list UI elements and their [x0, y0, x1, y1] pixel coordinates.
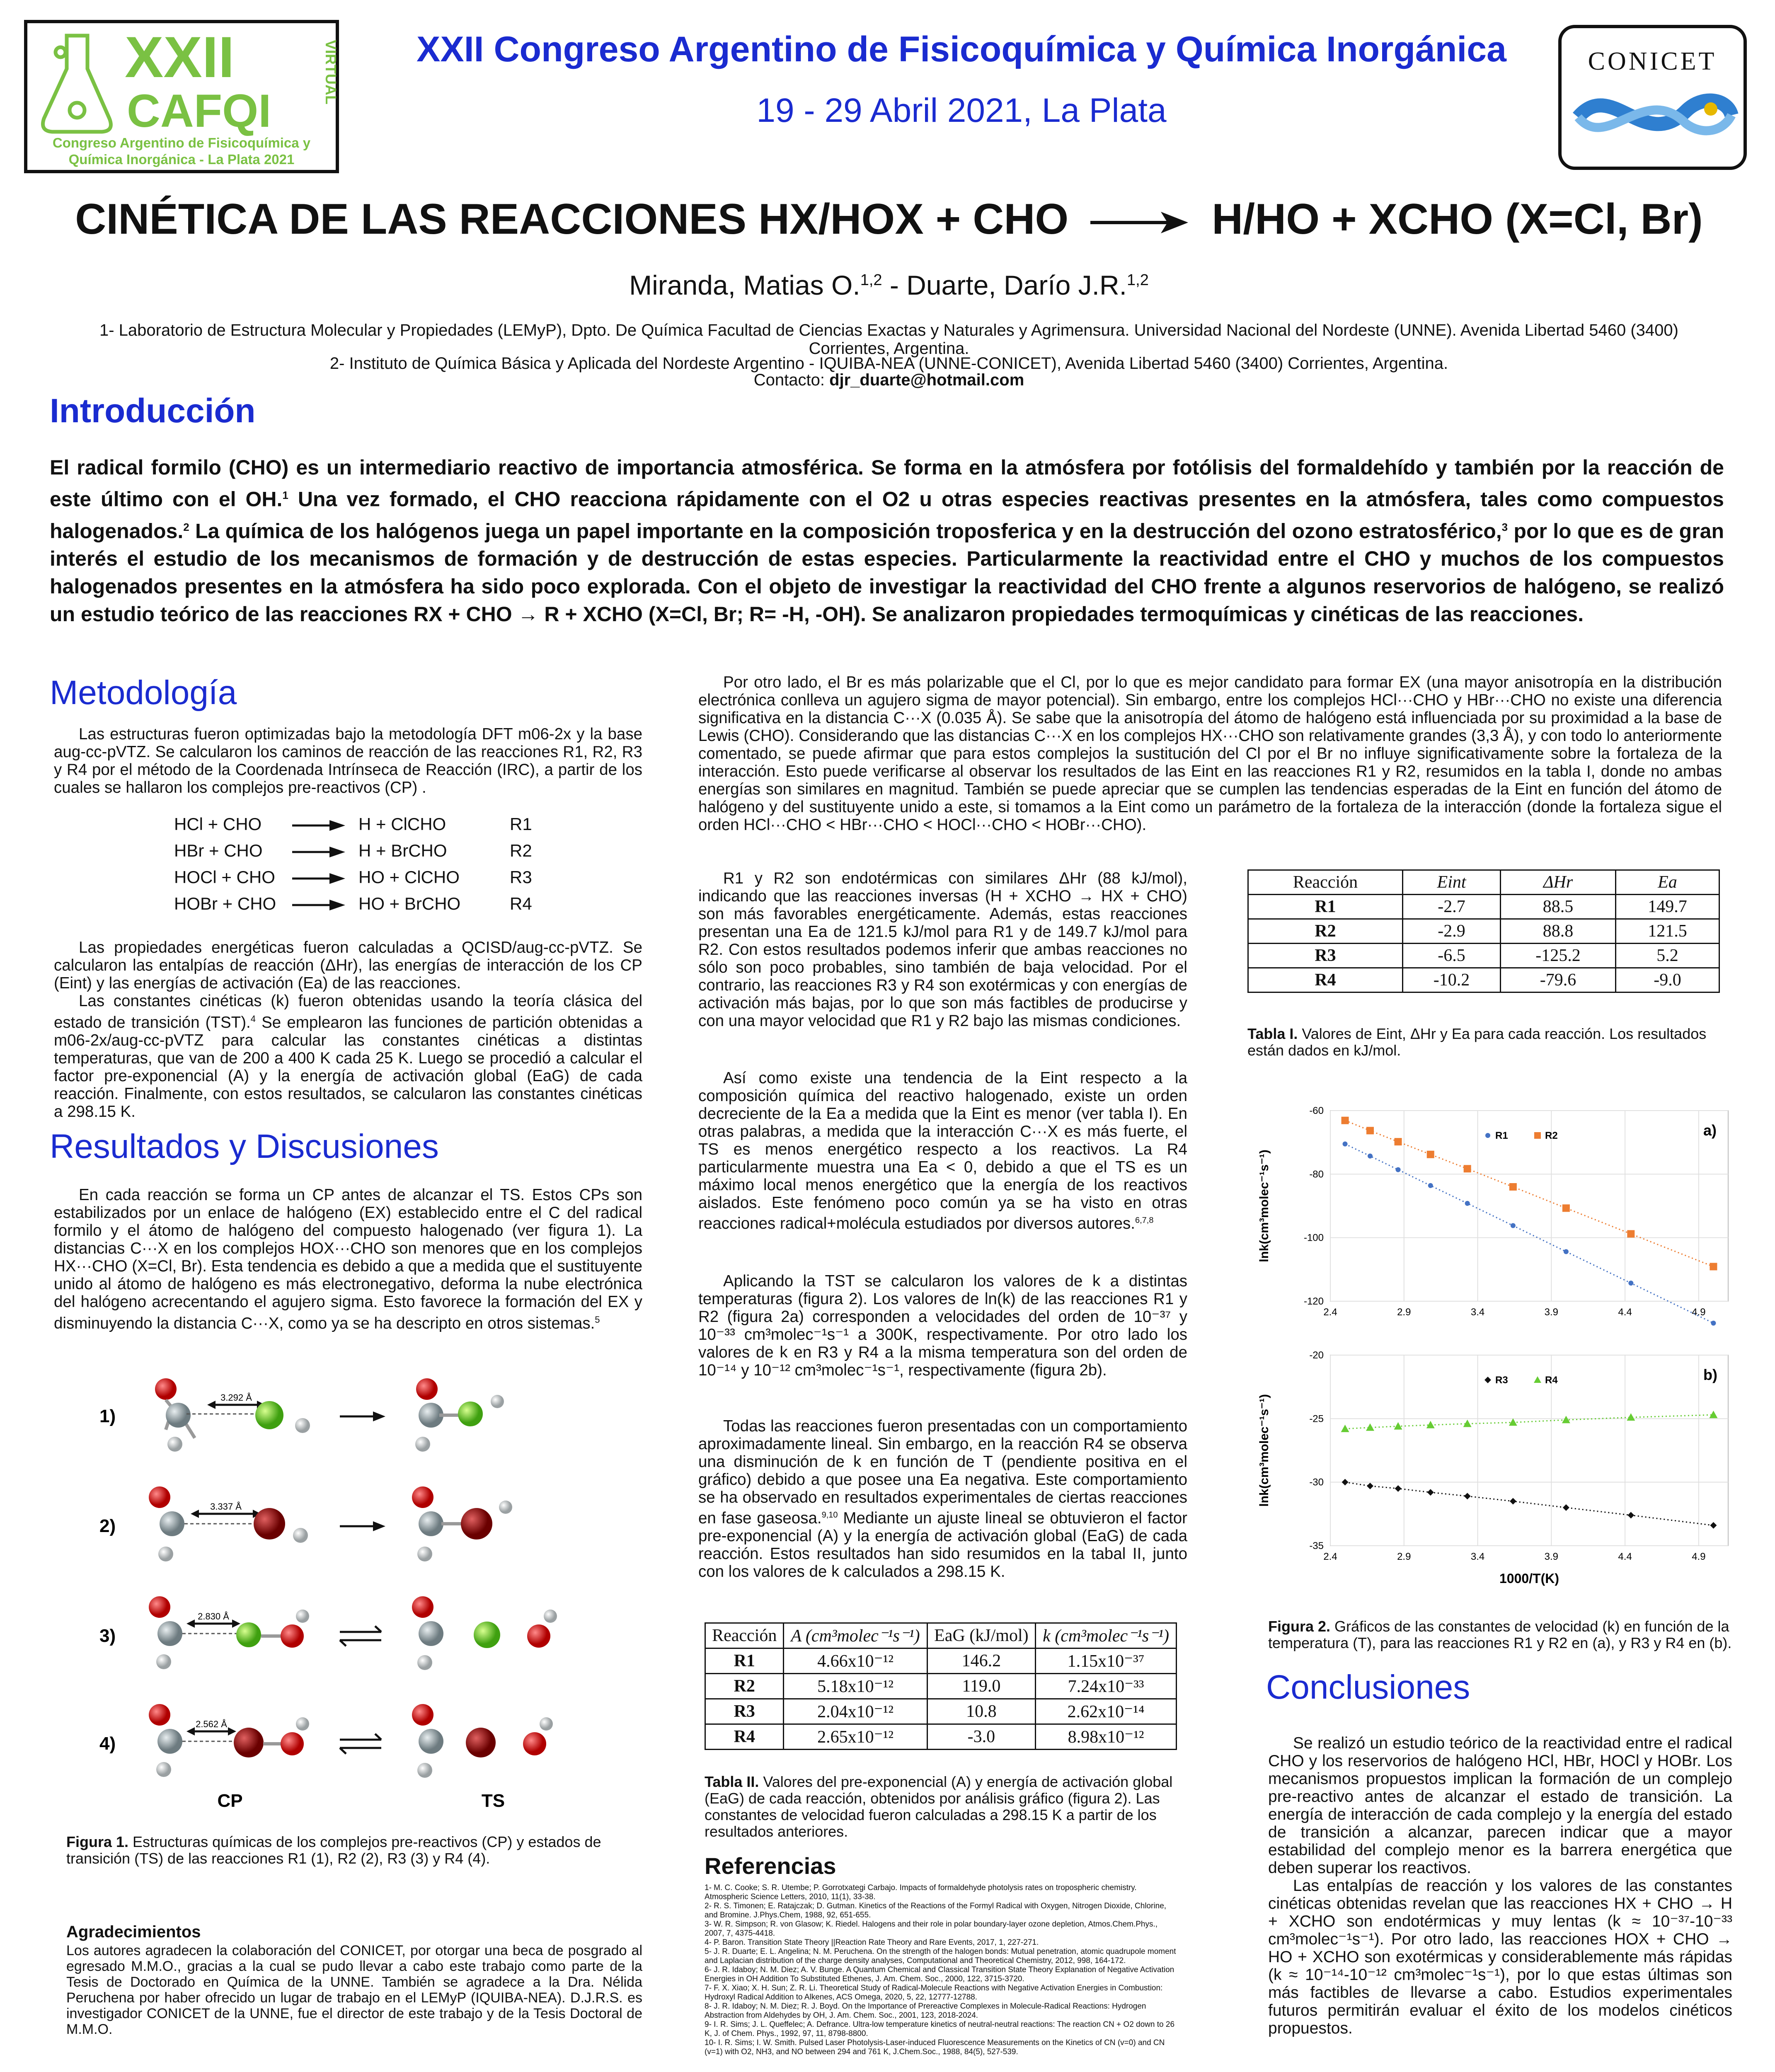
title-left: CINÉTICA DE LAS REACCIONES HX/HOX + CHO: [75, 195, 1069, 243]
y-tick-label: -25: [1309, 1413, 1324, 1425]
author-1-affil: 1,2: [860, 271, 882, 289]
distance-label: 3.337 Å: [210, 1501, 242, 1512]
row-label: 1): [99, 1406, 116, 1426]
agradecimientos-text: Los autores agradecen la colaboración del CONICET, por otorgar una beca de posgrado al egresado M.M.O., gracias a la cual se pudo llevar a cabo este trabajo como parte de la Tesis de Doctorado en Química de la UNNE. También se agradece a la Dra. Nélida Peruchena por haber ofrecido un lugar de trabajo en el LEMyP (IQUIBA-NEA). D.J.R.S. es investigador CONICET de la UNNE, fue el director de este trabajo y de la Tesis Doctoral de M.M.O.: [66, 1943, 642, 2037]
x-tick-label: 3.9: [1544, 1551, 1559, 1562]
table-row: R4 -10.2 -79.6 -9.0: [1248, 968, 1719, 992]
molecule-figure: [66, 1368, 647, 1823]
logo-virtual: VIRTUAL: [322, 40, 339, 104]
data-point-R2: [1395, 1138, 1402, 1145]
reference-item: 9- I. R. Sims; J. L. Queffelec; A. Defrance. Ultra-low temperature kinetics of neutral-neutral reactions: The reaction CN + O2 down to 26 K, J. of Chem. Phys., 1992, 97, 11, 8798-8800.: [705, 2020, 1175, 2038]
data-point-R2: [1464, 1165, 1471, 1172]
y-axis-label: lnk(cm³molec⁻¹s⁻¹): [1257, 1394, 1271, 1507]
plot-area: [1330, 1355, 1728, 1546]
data-point-R3: [1342, 1479, 1349, 1486]
table-row: R1 -2.7 88.5 149.7: [1248, 895, 1719, 919]
arrow-icon: [292, 872, 346, 885]
intro-text: El radical formilo (CHO) es un intermediario reactivo de importancia atmosférica. Se forma en la atmósfera por fotólisis del formaldehído y también por la reacción de este último con el OH.$^1$ Una vez formado, el CHO reacciona rápidamente con el O2 u otras especies reactivas presentes en la atmósfera, tales como compuestos halogenados.$^2$ La química de los halógenos juega un papel importante en la composición troposferica y en la destrucción del ozono estratosférico,$^3$ por lo que es de gran interés el estudio de los mecanismos de formación y de destrucción de estas especies. Particularmente la reactividad entre el CHO y muchos de los compuestos halogenados presentes en la atmósfera ha sido poco explorada. Con el objeto de investigar la reactividad del CHO frente a algunos reservorios de halógeno, se realizó un estudio teórico de las reacciones RX + CHO → R + XCHO (X=Cl, Br; R= -H, -OH). Se analizaron propiedades termoquímicas y cinéticas de las reacciones.: [50, 456, 1724, 626]
data-point-R2: [1342, 1117, 1349, 1124]
data-point-R1: [1368, 1154, 1373, 1159]
reaction-arrow-icon: [340, 1521, 385, 1531]
x-tick-label: 4.9: [1692, 1307, 1706, 1318]
y-tick-label: -100: [1303, 1232, 1324, 1244]
data-point-R3: [1627, 1512, 1634, 1518]
molecule-row-4: [99, 1704, 553, 1778]
data-point-R1: [1343, 1142, 1348, 1147]
data-point-R3: [1427, 1489, 1434, 1496]
cafqi-logo: [24, 20, 339, 173]
table-row: R2 -2.9 88.8 121.5: [1248, 919, 1719, 944]
table-row: R3 -6.5 -125.2 5.2: [1248, 944, 1719, 968]
author-2: Duarte, Darío J.R.: [906, 270, 1127, 300]
reaction-row: HCl + CHO H + ClCHO R1: [174, 814, 532, 834]
arrow-icon: [1090, 210, 1190, 235]
data-point-R2: [1562, 1204, 1570, 1212]
congress-date: 19 - 29 Abril 2021, La Plata: [756, 92, 1167, 129]
chart-a: [1252, 1094, 1736, 1326]
data-point-R2: [1366, 1127, 1374, 1134]
data-point-R1: [1564, 1249, 1569, 1254]
resultados-p-right5: Todas las reacciones fueron presentadas con un comportamiento aproximadamente lineal. Sin embargo, en la reacción R4 se observa una disminución de k en función de T (pendiente positiva en el gráfico) debido a que posee una Ea negativa. Este comportamiento se ha observado en resultados experimentales de ciertas reacciones en fase gaseosa.$^{9,10}$ Mediante un ajuste lineal se obtuvieron el factor pre-exponencial (A) y la energía de activación global (EaG) de cada reacción. Estos resultados han sido resumidos en la tabal II, junto con los valores de k calculados a 298.15 K.: [698, 1417, 1187, 1581]
resultados-p-right2: R1 y R2 son endotérmicas con similares ΔHr (88 kJ/mol), indicando que las reacciones inversas (H + XCHO → HX + CHO) son más favorables energéticamente. Además, estas reacciones presentan una Ea de 121.5 kJ/mol para R1 y de 149.7 kJ/mol para R2. Con estos resultados podemos inferir que ambas reacciones no sólo son poco probables, sino también de baja velocidad. Por el contrario, las reacciones R3 y R4 son exotérmicas y con energías de activación más bajas, por lo que son más factibles de producirse y con una mayor velocidad que R1 y R2 bajo las mismas condiciones.: [698, 869, 1187, 1030]
legend-label: R1: [1495, 1130, 1508, 1141]
logo-line2: Química Inorgánica - La Plata 2021: [68, 152, 295, 167]
data-point-R4: [1366, 1423, 1374, 1431]
arrow-icon: [292, 899, 346, 911]
table-2: [705, 1622, 1177, 1750]
x-tick-label: 3.4: [1470, 1551, 1485, 1562]
contact-email: djr_duarte@hotmail.com: [829, 371, 1024, 389]
table-row: R4 2.65x10⁻¹² -3.0 8.98x10⁻¹²: [705, 1724, 1177, 1750]
metodologia-heading: Metodología: [50, 674, 237, 712]
legend-label: R3: [1495, 1375, 1508, 1386]
reference-item: 8- J. R. Idaboy; N. M. Diez; R. J. Boyd. On the Importance of Prereactive Complexes in Molecule-Radical Reactions: Hydrogen Abstraction from Aldehydes by OH, J. Am. Chem. Soc., 2001, 123, 2018-2024.: [705, 2002, 1146, 2020]
x-axis-label: 1000/T(K): [1499, 1571, 1559, 1586]
reference-item: 1- M. C. Cooke; S. R. Utembe; P. Gorrotxategi Carbajo. Impacts of formaldehyde photolysis rates on tropospheric chemistry. Atmospheric Science Letters, 2010, 11(1), 33-38.: [705, 1883, 1137, 1901]
metodologia-p2: Las propiedades energéticas fueron calculadas a QCISD/aug-cc-pVTZ. Se calcularon las entalpías de reacción (ΔHr), las energías de interacción de los CP (Eint) y las energías de activación (Ea) de las reacciones. Las constantes cinéticas (k) fueron obtenidas usando la teoría clásica del estado de transición (TST).$^4$ Se emplearon las funciones de partición obtenidas a m06-2x/aug-cc-pVTZ para calcular las constantes cinéticas a distintas temperaturas, que van de 200 a 400 K cada 25 K. Luego se procedió a calcular el factor pre-exponencial (A) y la energía de activación global (EaG) de cada reacción. Finalmente, con estos resultados, se calcularon las constantes cinéticas a 298.15 K.: [54, 939, 642, 1121]
data-point-R3: [1367, 1483, 1373, 1489]
conicet-logo: [1558, 25, 1747, 170]
data-point-R1: [1711, 1321, 1716, 1326]
affiliation-1: 1- Laboratorio de Estructura Molecular y Propiedades (LEMyP), Dpto. De Química Facultad de Ciencias Exactas y Naturales y Agrimensura. Universidad Nacional del Nordeste (UNNE). Avenida Libertad 5460 (3400) Corrientes, Argentina.: [99, 321, 1678, 358]
equilibrium-icon: [340, 1626, 381, 1646]
legend-marker: [1485, 1133, 1490, 1138]
poster-title: [50, 195, 1728, 244]
x-tick-label: 2.9: [1397, 1551, 1411, 1562]
table-row: R1 4.66x10⁻¹² 146.2 1.15x10⁻³⁷: [705, 1648, 1177, 1674]
reaction-arrow-icon: [340, 1411, 385, 1421]
table-header: Reacción A (cm³molec⁻¹s⁻¹) EaG (kJ/mol) k (cm³molec⁻¹s⁻¹): [705, 1623, 1177, 1648]
data-point-R4: [1341, 1425, 1349, 1432]
reference-item: 6- J. R. Idaboy; N. M. Diez; A. V. Bunge. A Quantum Chemical and Classical Transition State Theory Explanation of Negative Activation Energies in OH Addition To Substituted Ethenes, J. Am. Chem. Soc., 2000, 122, 3715-3720.: [705, 1965, 1174, 1983]
contact: [75, 371, 1703, 389]
legend-marker: [1534, 1132, 1541, 1139]
x-tick-label: 4.4: [1618, 1307, 1632, 1318]
data-point-R1: [1628, 1280, 1633, 1285]
y-tick-label: -120: [1303, 1296, 1324, 1307]
intro-heading: Introducción: [50, 392, 256, 430]
reaction-list: [174, 814, 547, 920]
data-point-R2: [1710, 1263, 1717, 1270]
table-1-caption: Tabla I. Valores de Eint, ΔHr y Ea para cada reacción. Los resultados están dados en kJ/mol.: [1247, 1025, 1707, 1059]
data-point-R2: [1627, 1230, 1635, 1237]
table-header: Reacción Eint ΔHr Ea: [1248, 870, 1719, 895]
figure-1: [66, 1368, 647, 1823]
equilibrium-icon: [340, 1734, 381, 1754]
reference-item: 10- I. R. Sims; I. W. Smith. Pulsed Laser Photolysis-Laser-induced Fluorescence Measurements on the Kinetics of CN (v=0) and CN (v=1) with O2, NH3, and NO between 294 and 761 K, J.Chem.Soc., 1988, 84(5), 527-539.: [705, 2038, 1165, 2056]
affiliation-2: 2- Instituto de Química Básica y Aplicada del Nordeste Argentino - IQUIBA-NEA (UNNE-CONICET), Avenida Libertad 5460 (3400) Corrientes, Argentina.: [329, 354, 1448, 373]
logo-big: XXII: [125, 24, 235, 90]
y-tick-label: -20: [1309, 1350, 1324, 1361]
data-point-R2: [1427, 1151, 1434, 1158]
reaction-row: HBr + CHO H + BrCHO R2: [174, 841, 532, 860]
row-label: 4): [99, 1733, 116, 1754]
y-tick-label: -35: [1309, 1540, 1324, 1552]
figure-1-caption: Figura 1. Estructuras químicas de los complejos pre-reactivos (CP) y estados de transición (TS) de las reacciones R1 (1), R2 (2), R3 (3) y R4 (4).: [66, 1833, 601, 1867]
sun-icon: [1704, 102, 1717, 116]
x-tick-label: 3.4: [1470, 1307, 1485, 1318]
agradecimientos-heading: Agradecimientos: [66, 1923, 201, 1941]
arrow-icon: [292, 846, 346, 858]
table-row: R3 2.04x10⁻¹² 10.8 2.62x10⁻¹⁴: [705, 1699, 1177, 1724]
data-point-R2: [1509, 1183, 1517, 1191]
x-tick-label: 2.9: [1397, 1307, 1411, 1318]
title-right: H/HO + XCHO (X=Cl, Br): [1212, 195, 1703, 243]
series-R1-trendline: [1345, 1144, 1714, 1323]
data-point-R3: [1510, 1498, 1516, 1505]
data-point-R3: [1395, 1485, 1402, 1492]
table-1: [1247, 869, 1720, 993]
arrow-icon: [292, 819, 346, 832]
conicet-text: CONICET: [1588, 47, 1717, 75]
resultados-heading: Resultados y Discusiones: [50, 1128, 439, 1165]
conclusiones-heading: Conclusiones: [1266, 1668, 1470, 1706]
panel-label: a): [1703, 1122, 1717, 1139]
author-1: Miranda, Matias O.: [629, 270, 860, 300]
logo-name: CAFQI: [127, 85, 271, 137]
data-point-R3: [1563, 1504, 1569, 1511]
legend-marker: [1534, 1376, 1541, 1383]
reference-item: 5- J. R. Duarte; E. L. Angelina; N. M. Peruchena. On the strength of the halogen bonds: Mutual penetration, atomic quadrupole moment and Laplacian distribution of the charge density analyses, Computational and Theoretical Chemistry, 2012, 998, 164-172.: [705, 1947, 1176, 1965]
y-tick-label: -60: [1309, 1105, 1324, 1116]
author-separator: -: [882, 270, 907, 300]
data-point-R1: [1396, 1167, 1401, 1172]
logo-line1: Congreso Argentino de Fisicoquímica y: [52, 135, 311, 150]
chart-b: [1252, 1339, 1736, 1604]
reference-item: 2- R. S. Timonen; E. Ratajczak; D. Gutman. Kinetics of the Reactions of the Formyl Radical with Oxygen, Nitrogen Dioxide, Chlorine, and Bromine. J.Phys.Chem, 1988, 92, 651-655.: [705, 1902, 1167, 1920]
row-label: 3): [99, 1626, 116, 1646]
data-point-R1: [1428, 1183, 1433, 1188]
figure-2-caption: Figura 2. Gráficos de las constantes de velocidad (k) en función de la temperatura (T), para las reacciones R1 y R2 en (a), y R3 y R4 en (b).: [1268, 1618, 1732, 1651]
referencias-heading: Referencias: [705, 1853, 836, 1879]
legend-marker: [1484, 1377, 1491, 1383]
resultados-p-right4: Aplicando la TST se calcularon los valores de k a distintas temperaturas (figura 2). Los valores de ln(k) de las reacciones R1 y R2 (figura 2a) corresponden a velocidades del orden de 10⁻³⁷ y 10⁻³³ cm³molec⁻¹s⁻¹ a 300K, respectivamente. Por otro lado los valores de k en R3 y R4 a la misma temperatura son del orden de 10⁻¹⁴ y 10⁻¹² cm³molec⁻¹s⁻¹, respectivamente (figura 2b).: [698, 1272, 1187, 1379]
plot-area: [1330, 1111, 1728, 1301]
y-tick-label: -80: [1309, 1169, 1324, 1180]
cp-label: CP: [217, 1791, 243, 1811]
reference-item: 4- P. Baron. Transition State Theory ||Reaction Rate Theory and Rare Events, 2017, 1, 227-271.: [705, 1938, 1039, 1947]
molecule-row-2: [99, 1486, 512, 1561]
y-axis-label: lnk(cm³molec⁻¹s⁻¹): [1257, 1150, 1271, 1262]
table-2-wrap: [705, 1622, 1177, 1750]
author-2-affil: 1,2: [1127, 271, 1149, 289]
congress-title: XXII Congreso Argentino de Fisicoquímica y Química Inorgánica: [417, 29, 1506, 69]
referencias-list: [705, 1883, 1177, 2057]
x-tick-label: 3.9: [1544, 1307, 1559, 1318]
distance-label: 3.292 Å: [220, 1392, 252, 1403]
resultados-p-right1: Por otro lado, el Br es más polarizable que el Cl, por lo que es mejor candidato para formar EX (una mayor anisotropía en la distribución electrónica conlleva un agujero sigma de mayor potencial). Sin embargo, entre los complejos HCl···CHO y HBr···CHO no existe una diferencia significativa en la distancia C···X (0.035 Å). Se sabe que la anisotropía del átomo de halógeno está influenciada por su proximidad a la base de Lewis (CHO). Considerando que las distancias C···X en los complejos HX···CHO son relativamente grandes (3,3 Å), y con todo lo anteriormente comentado, se puede afirmar que para estos complejos la sustitución del Cl por el Br no influye significativamente sobre la fortaleza de la interacción. Esto puede verificarse al observar los resultados de las Eint en las reacciones R1 y R2, resumidos en la tabla I, donde no ambas energías son similares en magnitud. También se puede apreciar que se cumplen las tendencias esperadas de la Eint en función del átomo de halógeno y del sustituyente unido a este, si tomamos a la Eint como un parámetro de la fortaleza de la interacción (donde la fortaleza sigue el orden HCl···CHO < HBr···CHO < HOCl···CHO < HOBr···CHO).: [698, 673, 1722, 834]
authors: [50, 269, 1728, 301]
reference-item: 7- F. X. Xiao; X. H. Sun; Z. R. Li. Theoretical Study of Radical-Molecule Reactions with Negative Activation Energies in Combustion: Hydroxyl Radical Addition to Alkenes, ACS Omega, 2020, 5, 22, 12777-12788.: [705, 1984, 1163, 2002]
x-tick-label: 4.4: [1618, 1551, 1632, 1562]
row-label: 2): [99, 1516, 116, 1536]
x-tick-label: 2.4: [1323, 1307, 1337, 1318]
reference-item: 3- W. R. Simpson; R. von Glasow; K. Riedel. Halogens and their role in polar boundary-layer ozone depletion, Atmos.Chem.Phys., 2007, 7, 4375-4418.: [705, 1920, 1158, 1938]
table-2-caption: Tabla II. Valores del pre-exponencial (A) y energía de activación global (EaG) de cada reacción, obtenidos por análisis gráfico (figura 2). Las constantes de velocidad fueron calculadas a 298.15 K a partir de los resultados anteriores.: [705, 1773, 1173, 1840]
data-point-R3: [1464, 1493, 1471, 1499]
legend-label: R2: [1545, 1130, 1558, 1141]
distance-label: 2.830 Å: [198, 1611, 229, 1622]
x-tick-label: 2.4: [1323, 1551, 1337, 1562]
data-point-R1: [1465, 1201, 1470, 1206]
panel-label: b): [1703, 1366, 1717, 1383]
legend-label: R4: [1545, 1375, 1558, 1386]
data-point-R1: [1511, 1223, 1516, 1228]
resultados-p-right3: Así como existe una tendencia de la Eint respecto a la composición química del reactivo halogenado, existe un orden decreciente de la Ea a medida que la Eint es menor (ver tabla I). En otras palabras, a medida que la interacción C···X es más fuerte, el TS es menos energético respecto a los reactivos. La R4 particularmente muestra una Ea < 0, debido a que el TS es un máximo local menos energético que la energía de los reactivos aislados. Este fenómeno poco común ya se ha visto en otras reacciones radical+molécula estudiados por diversos autores.$^{6,7,8}$: [698, 1069, 1187, 1232]
reaction-row: HOCl + CHO HO + ClCHO R3: [174, 867, 532, 887]
data-point-R4: [1627, 1413, 1635, 1421]
x-tick-label: 4.9: [1692, 1551, 1706, 1562]
ts-label: TS: [481, 1791, 505, 1811]
data-point-R3: [1710, 1522, 1717, 1529]
distance-label: 2.562 Å: [196, 1719, 227, 1729]
table-row: R2 5.18x10⁻¹² 119.0 7.24x10⁻³³: [705, 1674, 1177, 1699]
molecule-row-3: [99, 1596, 557, 1670]
reaction-row: HOBr + CHO HO + BrCHO R4: [174, 894, 532, 913]
molecule-row-1: [99, 1378, 504, 1452]
flask-icon: [27, 23, 339, 170]
y-tick-label: -30: [1309, 1477, 1324, 1488]
contact-label: Contacto:: [753, 371, 830, 389]
metodologia-p1: Las estructuras fueron optimizadas bajo la metodología DFT m06-2x y la base aug-cc-pVTZ. Se calcularon los caminos de reacción de las reacciones R1, R2, R3 y R4 por el método de la Coordenada Intrínseca de Reacción (IRC), a partir de los cuales se hallaron los complejos pre-reactivos (CP) .: [54, 725, 642, 796]
table-1-wrap: [1247, 869, 1720, 993]
conclusiones-text: Se realizó un estudio teórico de la reactividad entre el radical CHO y los reservorios de halógeno HCl, HBr, HOCl y HOBr. Los mecanismos propuestos implican la formación de un complejo pre-reactivo antes de alcanzar el estado de transición. La energía de interacción de cada complejo y la energía del estado de transición a alcanzar, parecen indicar que a mayor estabilidad del complejo menor es la barrera energética que deben superar los reactivos. Las entalpías de reacción y los valores de las constantes cinéticas obtenidas revelan que las reacciones HX + CHO → H + XCHO son endotérmicas y muy lentas (k ≈ 10⁻³⁷-10⁻³³ cm³molec⁻¹s⁻¹). Por otro lado, las reacciones HOX + CHO → HO + XCHO son exotérmicas y considerablemente más rápidas (k ≈ 10⁻¹⁴-10⁻¹² cm³molec⁻¹s⁻¹), por lo que estas últimas son más factibles de llevarse a cabo. Estudios experimentales futuros permitirán evaluar el éxito de los modelos cinéticos propuestos.: [1268, 1734, 1732, 2037]
resultados-p1: En cada reacción se forma un CP antes de alcanzar el TS. Estos CPs son estabilizados por un enlace de halógeno (EX) establecido entre el C del radical formilo y el átomo de halógeno del compuesto halogenado (ver figura 1). La distancias C···X en los complejos HOX···CHO son menores que en los complejos HX···CHO (X=Cl, Br). Esta tendencia es debido a que a medida que el sustituyente unido al átomo de halógeno es más electronegativo, deforma la nube electrónica del halógeno acrecentando el agujero sigma. Esto favorece la formación del EX y disminuyendo la distancia C···X, como ya se ha descripto en otros sistemas.$^5$: [54, 1186, 642, 1332]
